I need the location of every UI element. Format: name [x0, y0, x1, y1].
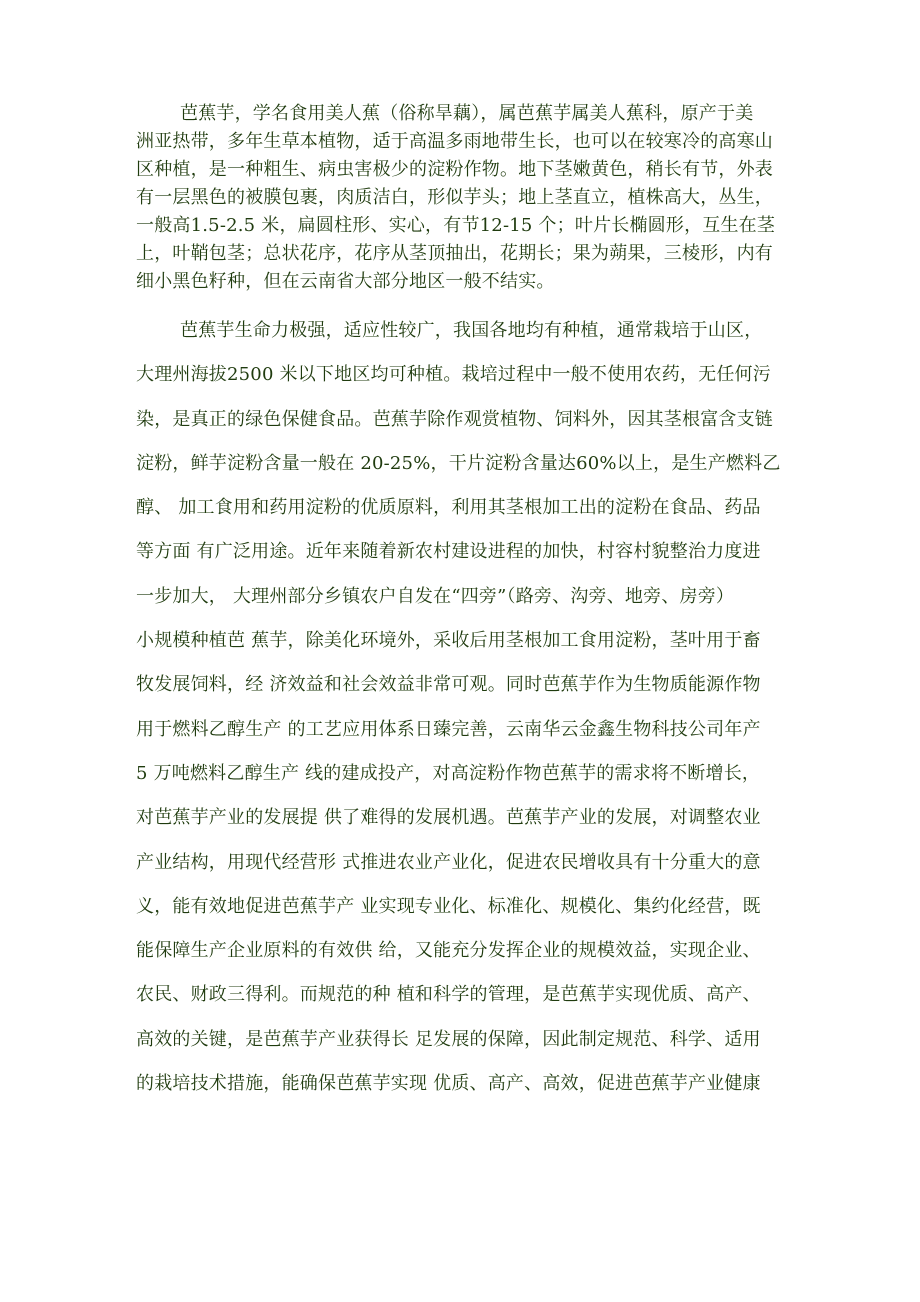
- text-line: 芭蕉芋，学名食用美人蕉（俗称旱藕），属芭蕉芋属美人蕉科，原产于美: [180, 103, 754, 124]
- text-line: 5 万吨燃料乙醇生产 线的建成投产，对高淀粉作物芭蕉芋的需求将不断增长，: [136, 762, 761, 784]
- text-line: 淀粉，鲜芋淀粉含量一般在 20-25%，干片淀粉含量达60%以上，是生产燃料乙: [136, 452, 781, 474]
- text-line: 一般高1.5-2.5 米，扁圆柱形、实心，有节12-15 个；叶片长椭圆形，互生在茎: [136, 215, 776, 236]
- text-line: 义，能有效地促进芭蕉芋产 业实现专业化、标准化、规模化、集约化经营，既: [136, 895, 761, 917]
- text-line: 等方面 有广泛用途。近年来随着新农村建设进程的加快，村容村貌整治力度进: [136, 541, 761, 563]
- text-line: 醇、 加工食用和药用淀粉的优质原料，利用其茎根加工出的淀粉在食品、药品: [136, 497, 761, 519]
- text-line: 产业结构，用现代经营形 式推进农业产业化，促进农民增收具有十分重大的意: [136, 851, 761, 873]
- text-line: 大理州海拔2500 米以下地区均可种植。栽培过程中一般不使用农药，无任何污: [136, 364, 771, 386]
- text-line: 用于燃料乙醇生产 的工艺应用体系日臻完善，云南华云金鑫生物科技公司年产: [136, 718, 761, 740]
- text-line: 能保障生产企业原料的有效供 给，又能充分发挥企业的规模效益，实现企业、: [136, 940, 761, 962]
- text-line: 农民、财政三得利。而规范的种 植和科学的管理，是芭蕉芋实现优质、高产、: [136, 984, 761, 1006]
- text-line: 一步加大， 大理州部分乡镇农户自发在“四旁”（路旁、沟旁、地旁、房旁）: [136, 585, 735, 607]
- text-line: 上，叶鞘包茎；总状花序，花序从茎顶抽出，花期长；果为蒴果，三棱形，内有: [136, 243, 773, 264]
- text-line: 洲亚热带，多年生草本植物，适于高温多雨地带生长，也可以在较寒冷的高寒山: [136, 131, 773, 152]
- text-line: 有一层黑色的被膜包裹，肉质洁白，形似芋头；地上茎直立，植株高大，丛生，: [136, 187, 773, 208]
- text-line: 区种植，是一种粗生、病虫害极少的淀粉作物。地下茎嫩黄色，稍长有节，外表: [136, 159, 773, 180]
- text-line: 对芭蕉芋产业的发展提 供了难得的发展机遇。芭蕉芋产业的发展，对调整农业: [136, 807, 761, 829]
- text-line: 芭蕉芋生命力极强，适应性较广，我国各地均有种植，通常栽培于山区，: [180, 320, 763, 341]
- text-line: 细小黑色籽种，但在云南省大部分地区一般不结实。: [136, 271, 555, 292]
- text-line: 牧发展饲料，经 济效益和社会效益非常可观。同时芭蕉芋作为生物质能源作物: [136, 674, 761, 696]
- text-line: 的栽培技术措施，能确保芭蕉芋实现 优质、高产、高效，促进芭蕉芋产业健康: [136, 1073, 761, 1095]
- text-line: 高效的关键，是芭蕉芋产业获得长 足发展的保障，因此制定规范、科学、适用: [136, 1028, 761, 1050]
- text-line: 小规模种植芭 蕉芋，除美化环境外，采收后用茎根加工食用淀粉，茎叶用于畜: [136, 630, 761, 652]
- paragraph-plant-description: [136, 100, 784, 296]
- paragraph-industry-significance: [136, 309, 784, 1106]
- text-line: 染，是真正的绿色保健食品。芭蕉芋除作观赏植物、饲料外，因其茎根富含支链: [136, 408, 773, 430]
